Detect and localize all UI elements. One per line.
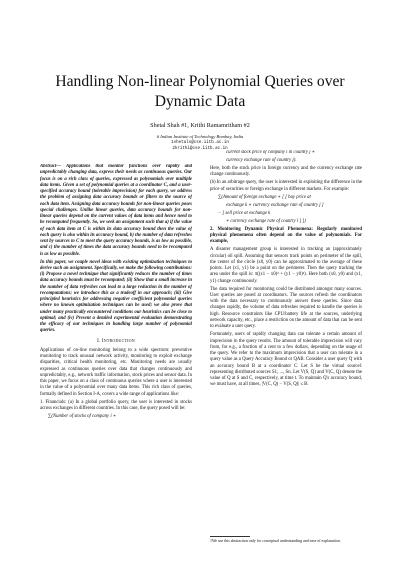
paragraph-currency: Here, both the stock price in foreign currency and the currency exchange rate change continuously.: [210, 166, 362, 178]
paragraph-oil-spill: A disaster management group is interested in tracking an (approximately circular) oil spill. Assuming that sensors track points on perimeter of the spill, the center of the circle (x0, y0) can be approximated to the average of these points. Let (x1, y1) be a point on the perimeter. Then the query tracking the area under the spill is: π((x1 − x0)² + (y1 − y0)²). Here both (x0, y0) and (x1, y1) change continuously.: [210, 247, 362, 284]
paragraph-data-sources: The data required for monitoring could be distributed amongst many sources. User queries are posed at coordinators. The sources refresh the coordinators with the data necessary to continuously answer these queries. Since data changes rapidly, the volume of data refreshes required to handle the queries is high. Resource constraints like CPU/battery life at the sources, underlying network capacity, etc., place a restriction on the amount of data that can be sent to evaluate a user query.: [210, 286, 362, 330]
formula-arbitrage-line-3: − [ sell price at exchange k: [218, 210, 271, 216]
author-email-2: 2krithi@cse.iitb.ac.in: [172, 147, 228, 151]
formula-arbitrage-line-2: exchange k ∗ currency exchange rate of country j ]: [226, 202, 324, 208]
paragraph-arbitrage: (b) In an arbitrage query, the user is interested in exploiting the difference in the price of securities or foreign exchange in different markets. For example:: [210, 180, 362, 192]
title-line-1: Handling Non-linear Polynomial Queries over: [55, 73, 345, 90]
right-column: [210, 150, 362, 554]
footnote: 1We use this abstraction only for conceptual understanding and ease of explanation.: [210, 539, 341, 543]
formula-arbitrage-line-4: ∗ currency exchange rate of country l ] ]): [226, 218, 306, 224]
intro-paragraph: Applications of on-line monitoring belong to a wide spectrum: preventive monitoring to track unusual network activity, monitoring to exploit exchange disparities, critical health monitoring, etc. Monitoring needs are usually expressed as continuous queries over data that changes continuously and unpredictably, e.g., network traffic information, stock prices and sensor data. In this paper, we focus on a class of continuous queries where a user is interested in the value of a polynomial over many data items. This rich class of queries, formally defined in Section I-A, covers a wide range of applications like:: [40, 347, 192, 397]
title-line-2: Dynamic Data: [154, 93, 246, 110]
affiliation: # Indian Institute of Technology Bombay, India: [156, 134, 244, 139]
paper-title: [30, 72, 370, 112]
formula-arbitrage-line-1: ∑(Amount of foreign exchange ∗ [ [ buy price at: [218, 194, 311, 200]
formula-portfolio-line-2: current stock price of company i in country j ∗: [226, 150, 315, 155]
author-list: Shetal Shah #1, Krithi Ramamritham #2: [150, 122, 250, 129]
intro-item-financials: 1. Financials: (a) In a global portfolio query, the user is interested in stocks across exchanges in different countries. In this case, the query posed will be:: [40, 399, 192, 411]
section-heading-introduction: I. Introduction: [97, 338, 135, 344]
author-email-1: 1shetals@cse.iitb.ac.in: [171, 141, 229, 145]
left-column: [40, 164, 192, 554]
paragraph-query-accuracy: Fortunately, users of rapidly changing data can tolerate a certain amount of imprecision in the query results. The amount of tolerable imprecision will vary from, for e.g., a fraction of a cent to a few dollars, depending on the usage of the query. We refer to the maximum imprecision that a user can tolerate in a query value as a Query Accuracy Bound or QAB. Consider a user query Q with an accuracy bound B at a coordinator C. Let S be the virtual source1 representing distributed sources S1, ..., Sn. Let V(S, Q) and V(C, Q) denote the value of Q at S and C, respectively, at time t. To maintain Q's accuracy bound, we must have, at all times, |V(C, Q) − V(S, Q)| ≤ B.: [210, 332, 362, 388]
footnote-divider: [210, 536, 250, 537]
abstract: Abstract— Applications that monitor functions over rapidly and unpredictably changing data, express their needs as continuous queries. Our focus is on a rich class of queries, expressed as polynomials over multiple data items. Given a set of polynomial queries at a coordinator C, and a user-specified accuracy bound (tolerable imprecision) for each query, we address the problem of assigning data accuracy bounds or filters to the source of each data item. Assigning data accuracy bounds for non-linear queries poses special challenges. Unlike linear queries, data accuracy bounds for non-linear queries depend on the current values of data items and hence need to be recomputed frequently. So, we seek an assignment such that a) if the value of each data item at C is within its data accuracy bound then the value of each query is also within its accuracy bound, b) the number of data refreshes sent by sources to C to meet the query accuracy bounds, is as low as possible, and c) the number of times the data accuracy bounds need to be recomputed is as low as possible.: [40, 164, 192, 257]
item-physical-phenomena: 2. Monitoring Dynamic Physical Phenomena: Regularly monitored physical phenomena often depend on the value of polynomials. For example,: [210, 226, 362, 245]
formula-portfolio-start: ∑(Number of stocks of company i ∗: [48, 413, 117, 419]
formula-portfolio-line-3: currency exchange rate of country j).: [226, 158, 297, 164]
abstract-paragraph-2: In this paper, we couple novel ideas with existing optimization techniques to derive such an assignment. Specifically, we make the following contributions: (i) Propose a novel technique that significantly reduces the number of times data accuracy bounds must be recomputed; (ii) Show that a small increase in the number of data refreshes can lead to a large reduction in the number of recomputations; we introduce this as a tradeoff in our approach; (iii) Give principled heuristics for addressing negative coefficient polynomial queries where no known optimization techniques can be used; we also prove that under many practically encountered conditions our heuristics can be close to optimal; and (iv) Present a detailed experimental evaluation demonstrating the efficacy of our techniques in handling large number of polynomial queries.: [40, 259, 192, 334]
